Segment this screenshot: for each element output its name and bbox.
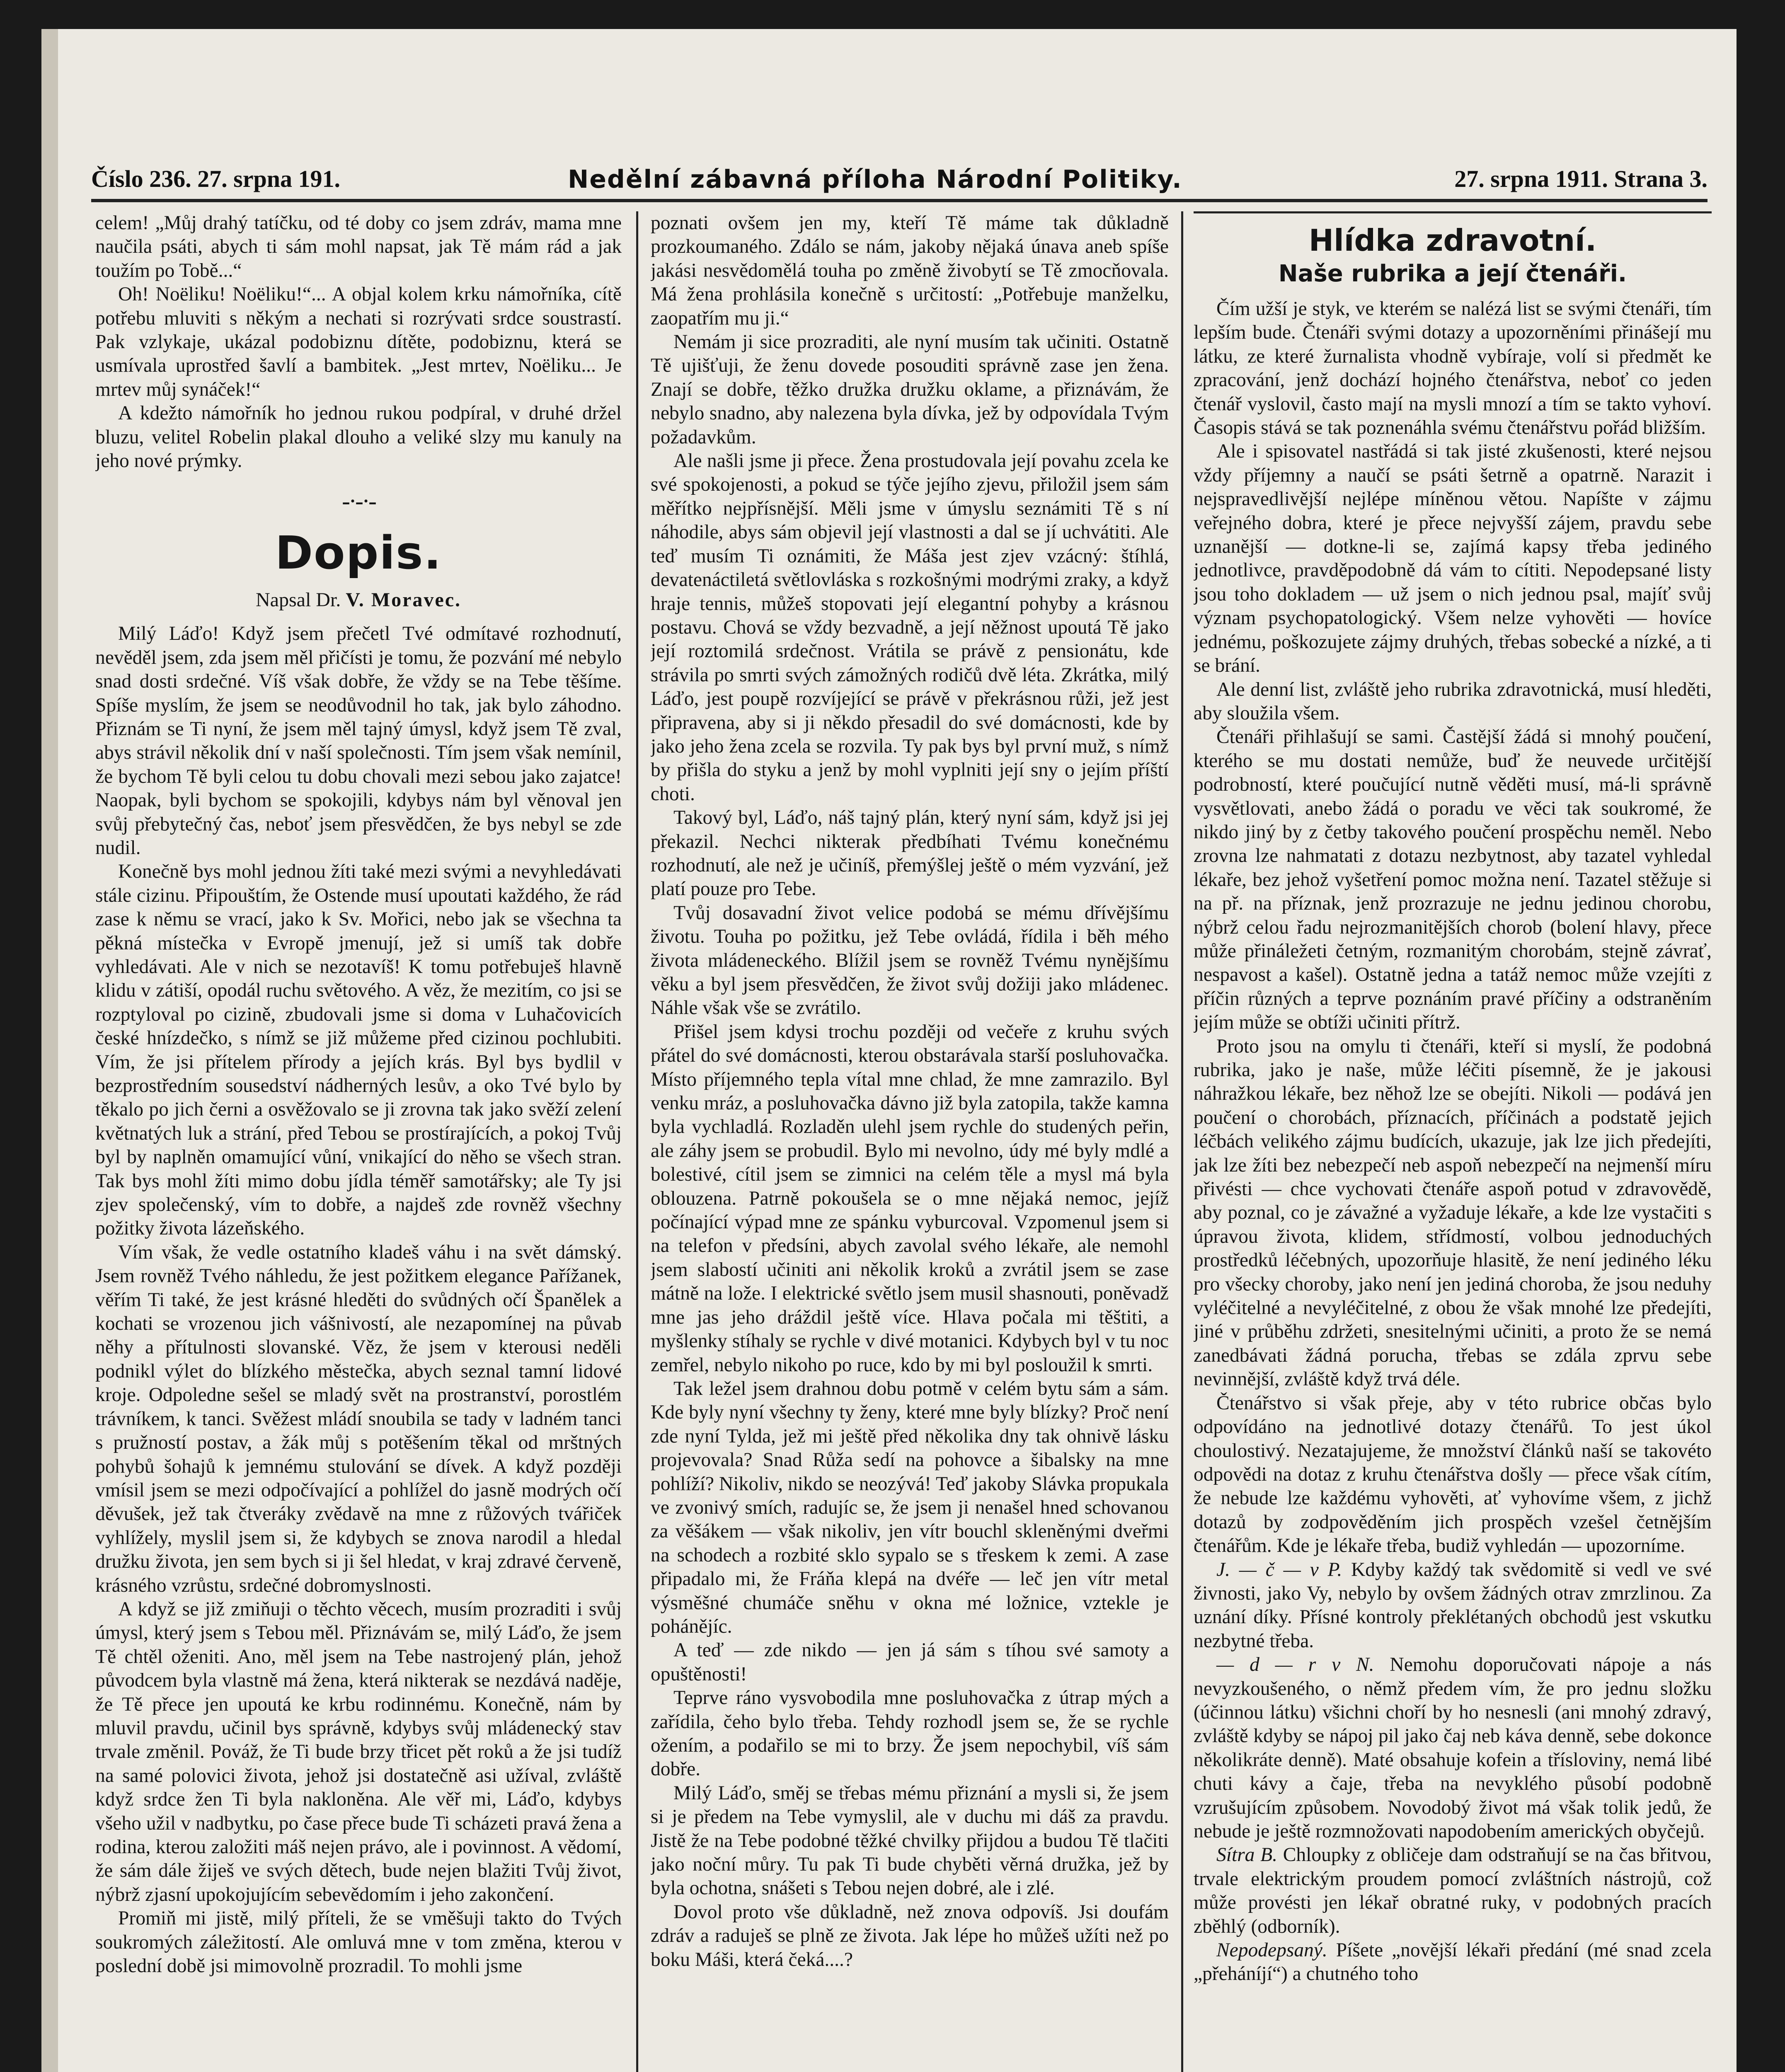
reader-note	[1194, 1939, 1712, 1986]
reader-note-label: Sítra B.	[1216, 1844, 1277, 1866]
page-date-number: 27. srpna 1911. Strana 3.	[1454, 165, 1707, 192]
reader-note-text: Chloupky z obličeje dam odstraňují se na čas břitvou, trvale elektrickým proudem pomocí zvláštních nástrojů, což může provésti jen lékař obratné ruky, v podobných pracích zběhlý (odborník).	[1194, 1844, 1712, 1937]
section-top-rule	[1194, 211, 1712, 213]
story-ending-paragraph: Oh! Noëliku! Noëliku!“... A objal kolem krku námořníka, cítě potřebu mluviti s někým a nechati si rozrývati srdce soustrastí. Pak vzlykaje, ukázal podobiznu dítěte, podobiznu, která se usmívala uprostřed šavlí a bambitek. „Jest mrtev, Noëliku... Je mrtev můj synáček!“	[95, 283, 622, 400]
article-paragraph: Proto jsou na omylu ti čtenáři, kteří si myslí, že podobná rubrika, jako je naše, může léčiti písemně, že je jakousi náhražkou lékaře, bez něhož lze se obejíti. Nikoli — podává jen poučení o chorobách, příznacích, příčinách a podstatě jejich léčbách velikého zájmu budících, ukazuje, jak lze jich předejíti, jak lze žíti bez nebezpečí neb aspoň nebezpečí na nejmenší míru přivésti — chce vychovati čtenáře aspoň potud v zdravovědě, aby poznal, co je závažné a vyžaduje lékaře, a kde lze vystačiti s úpravou života, klidem, střídmostí, volbou jednoduchých prostředků léčebných, upozorňuje hlasitě, že není jediného léku pro všecky choroby, jako není jen jediná choroba, že jsou neduhy vyléčitelné a nevyléčitelné, z obou že však mnohé lze předejíti, jiné v průběhu zdržeti, snesitelnými učiniti, a proto že se nemá zanedbávati žádná porucha, třebas se zdála zprvu sebe nevinnější, zvláště když trvá déle.	[1194, 1035, 1712, 1390]
article-paragraph: Vím však, že vedle ostatního kladeš váhu i na svět dámský. Jsem rovněž Tvého náhledu, že jest požitkem elegance Pařížanek, věřím Ti také, že jest krásné hleděti do svůdných očí Španělek a kochati se vrozenou jich vášnivostí, ale nezapomínej na půvab něhy a přítulnosti slovanské. Věz, že jsem v kterousi neděli podnikl výlet do blízkého městečka, abych seznal tamní lidové kroje. Odpoledne sešel se mladý svět na prostranství, porostlém trávníkem, k tanci. Svěžest mládí snoubila se tady v ladném tanci s pružností postav, a žák můj s potěšením těkal od mrštných pohybů šohajů k jemnému stulování se dívek. A když později vmísil jsem se mezi odpočívající a pohlížel do jasně modrých očí děvušek, jež tak čtveráky zvědavě na mne z růžových tvářiček vyhlížely, myslil jsem si, že kdybych se znova narodil a hledal družku života, jen sem bych si ji šel hledat, v kraj zdravé červeně, krásného vzrůstu, srdečné dobromyslnosti.	[95, 1241, 622, 1596]
article-paragraph: A teď — zde nikdo — jen já sám s tíhou své samoty a opuštěnosti!	[651, 1639, 1169, 1685]
article-paragraph: Nemám ji sice prozraditi, ale nyní musím tak učiniti. Ostatně Tě ujišťuji, že ženu dovede posouditi správně zase jen žena. Znají se dobře, těžko družka družku oklame, a přiznávám, že nebylo snadno, aby nalezena byla dívka, jež by odpovídala Tvým požadavkům.	[651, 331, 1169, 448]
article-paragraph: Ale denní list, zvláště jeho rubrika zdravotnická, musí hleděti, aby sloužila všem.	[1194, 678, 1712, 724]
column-2	[651, 211, 1169, 2072]
reader-note	[1194, 1653, 1712, 1843]
article-paragraph: poznati ovšem jen my, kteří Tě máme tak důkladně prozkoumaného. Zdálo se nám, jakoby nějaká únava aneb spíše jakási nesvědomělá touha po změně živobytí se Tě zmocňovala. Má žena prohlásila konečně s určitostí: „Potřebuje manželku, zaopatřím mu ji.“	[651, 212, 1169, 329]
column-divider	[636, 211, 638, 2072]
reader-note-text: Píšete „novější lékaři předání (mé snad zcela „přeháníjí“) a chutného toho	[1194, 1939, 1712, 1985]
article-paragraph: Konečně bys mohl jednou žíti také mezi svými a nevyhledávati stále cizinu. Připouštím, že Ostende musí upoutati každého, že rád zase k němu se vrací, jako k Sv. Mořici, nebo jak se všechna ta pěkná místečka v Evropě jmenují, jež si umíš tak dobře vyhledávati. Ale v nich se nezotavíš! K tomu potřebuješ hlavně klidu v zátiší, opodál ruchu světového. A věz, že mezitím, co jsi se rozptyloval po cizině, zbudovali jsme si doma v Luhačovicích české hnízdečko, s nímž se již můžeme před cizinou pochlubiti. Vím, že jsi přítelem přírody a jejích krás. Byl bys bydlil v bezprostředním sousedství nádherných lesův, a oko Tvé bylo by těkalo po jich černi a osvěžovalo se ji zrovna tak jako svěží zelení květnatých luk a strání, před Tebou se prostírajících, a pokoj Tvůj byl by naplněn omamující vůní, vnikající do něho se všech stran. Tak bys mohl žíti mimo dobu jídla téměř samotářsky; ale Ty jsi zjev společenský, vím to dobře, a najdeš zde rovněž všechny požitky života lázeňského.	[95, 861, 622, 1239]
article-paragraph: Tvůj dosavadní život velice podobá se mému dřívějšímu životu. Touha po požitku, jež Tebe ovládá, řídila i běh mého života mládeneckého. Blížil jsem se rovněž Tvému nynějšímu věku a byl jsem přesvědčen, že život svůj dožiji jako mládenec. Náhle však vše se zvrátilo.	[651, 902, 1169, 1019]
section-ornament: -·-·-	[342, 487, 375, 515]
article-byline	[95, 588, 622, 612]
reader-note	[1194, 1558, 1712, 1653]
article-paragraph: Takový byl, Láďo, náš tajný plán, který nyní sám, když jsi jej překazil. Nechci nikterak předbíhati Tvému konečnému rozhodnutí, ale než je učiníš, přemýšlej ještě o mém vyzvání, jež platí pouze pro Tebe.	[651, 807, 1169, 900]
section-title: Hlídka zdravotní.	[1308, 223, 1597, 258]
reader-note-label: Nepodepsaný.	[1216, 1939, 1327, 1961]
article-paragraph: Ale našli jsme ji přece. Žena prostudovala její povahu zcela ke své spokojenosti, a pokud se týče jejího zjevu, přiložil jsem sám měřítko nejpřísnější. Měli jsme v úmyslu seznámiti Tě s ní náhodile, abys sám objevil její vlastnosti a dal se jí uchvátiti. Ale teď musím Ti oznámiti, že Máša jest zjev vzácný: štíhlá, devatenáctiletá světlovláska s rozkošnými modrými zraky, a když hraje tennis, můžeš stopovati její elegantní pohyby a krásnou postavu. Chová se vždy bezvadně, a její něžnost upoutá Tě jako její roztomilá srdečnost. Vrátila se právě z pensionátu, kde strávila po smrti svých zámožných rodičů dvě léta. Zkrátka, milý Láďo, jest poupě rozvíjející se právě v překrásnou růži, jež jest připravena, aby si ji někdo přesadil do své domácnosti, kde by jako jeho žena zcela se rozvila. Ty pak bys byl první muž, s nímž by přišla do styku a jenž by mohl vyplniti její sny o jejím příští choti.	[651, 450, 1169, 805]
byline-author: V. Moravec.	[346, 588, 461, 611]
reader-note-label: J. — č — v P.	[1216, 1559, 1342, 1581]
page-header	[91, 153, 1707, 202]
article-paragraph: Milý Láďo! Když jsem přečetl Tvé odmítavé rozhodnutí, nevěděl jsem, zda jsem měl přičísti je tomu, že pozvání mé nebylo snad dosti srdečné. Víš však dobře, že vždy se na Tebe těšíme. Spíše myslím, že jsem se neodůvodnil ho tak, jak bylo záhodno. Přiznám se Ti nyní, že jsem měl tajný úmysl, když jsem Tě zval, abys strávil několik dní v naší společnosti. Tím jsem však nemínil, že bychom Tě byli celou tu dobu chovali mezi sebou jako zajatce! Naopak, byli bychom se spokojili, kdybys nám byl věnoval jen svůj přebytečný čas, neboť jsem přesvědčen, že bys nebyl se zde nudil.	[95, 623, 622, 859]
reader-note-text: Nemohu doporučovati nápoje a nás nevyzkoušeného, o němž předem vím, že pro jednu složku (účinnou látku) všichni choří by ho nesnesli (ani mnohý zdravý, zvláště kdyby se nápoj pil jako čaj neb káva denně, sebe dokonce několikráte denně). Maté obsahuje kofein a třísloviny, nemá libé chuti kávy a čaje, třeba na nevyklého působí podobně vzrušujícím způsobem. Novodobý život má však tolik jedů, že nebude je ještě rozmnožovati napodobením amerických obyčejů.	[1194, 1654, 1712, 1842]
article-paragraph: A když se již zmiňuji o těchto věcech, musím prozraditi i svůj úmysl, který jsem s Tebou měl. Přiznávám se, milý Láďo, že jsem Tě chtěl oženiti. Ano, měl jsem na Tebe nastrojený plán, jehož původcem byla vlastně má žena, která nikterak se nezdává naděje, že Tě přece jen upoutá ke krbu rodinnému. Konečně, nám by mluvil pravdu, učinil bys správně, kdybys svůj mládenecký stav trvale změnil. Pováž, že Ti bude brzy třicet pět roků a že jsi tudíž na samé polovici života, jehož jsi dostatečně asi užíval, zvláště když srdce žen Ti byla nakloněna. Ale věř mi, Láďo, kdybys všeho užil v nadbytku, po čase přece bude Ti scházeti pravá žena a rodina, kterou založiti máš nejen právo, ale i povinnost. A vědomí, že sám dále žiješ ve svých dětech, bude nejen blažiti Tvůj život, nýbrž zjasní upokojujícím sebevědomím i jeho zakončení.	[95, 1598, 622, 1905]
story-ending-paragraph: A kdežto námořník ho jednou rukou podpíral, v druhé držel bluzu, velitel Robelin plakal dlouho a veliké slzy mu kanuly na jeho nové prýmky.	[95, 402, 622, 472]
article-paragraph: Čím užší je styk, ve kterém se nalézá list se svými čtenáři, tím lepším bude. Čtenáři svými dotazy a upozorněními přinášejí mu látku, ze které žurnalista vhodně vybíraje, volí si předmět ke zpracování, jenž dochází hojného čtenářstva, neboť co jeden čtenář vyslovil, často mají na mysli mnozí a tím se takto vyhoví. Časopis stává se tak poznenáhla svému čtenářstvu pořád bližším.	[1194, 298, 1712, 439]
column-3	[1194, 211, 1712, 2072]
reader-note	[1194, 1843, 1712, 1939]
article-paragraph: Přišel jsem kdysi trochu později od večeře z kruhu svých přátel do své domácnosti, kterou obstarávala starší posluhovačka. Místo příjemného tepla vítal mne chlad, že mne zamrazilo. Byl venku mráz, a posluhovačka dávno již byla zatopila, takže kamna byla vychladlá. Rozladěn ulehl jsem rychle do studených peřin, ale záhy jsem se probudil. Bylo mi nevolno, údy mé byly mdlé a bolestivé, cítil jsem se zimnici na celém těle a mysl má byla oblouzena. Patrně pokoušela se o mne nějaká nemoc, jejíž počínající výpad mne ze spánku vyburcoval. Vzpomenul jsem si na telefon v předsíni, abych zavolal svého lékaře, ale nemohl jsem slabostí učiniti ani několik kroků a zvrátil jsem se zase mátně na lože. I elektrické světlo jsem musil shasnouti, poněvadž mne jas jeho dráždil ještě více. Hlava počala mi těštiti, a myšlenky stíhaly se rychle v divé motanici. Kdybych byl v tu noc zemřel, nebylo nikoho po ruce, kdo by mi byl posloužil k smrti.	[651, 1021, 1169, 1376]
page-binding-edge	[41, 29, 58, 2072]
reader-note-text: Kdyby každý tak svědomitě si vedl ve své živnosti, jako Vy, nebylo by ovšem žádných otrav zmrzlinou. Za uznání díky. Přísné kontroly překlétaných obchodů jest vskutku nezbytné třeba.	[1194, 1559, 1712, 1652]
article-paragraph: Dovol proto vše důkladně, než znova odpovíš. Jsi doufám zdráv a raduješ se plně ze života. Jak lépe ho můžeš užíti než po boku Máši, která čeká....?	[651, 1901, 1169, 1970]
byline-prefix: Napsal Dr.	[256, 588, 341, 611]
article-paragraph: Čtenáři přihlašují se sami. Častější žádá si mnohý poučení, kterého se mu dostati nemůže, buď že neuvede určitější podrobností, které poučující nutně věděti musí, má-li správně vysvětlovati, anebo žádá o poradu ve věci tak soukromé, že nikdo jiný by z četby takového poučení prospěchu neměl. Nebo zrovna lze nahmatati z dotazu nezbytnost, aby tazatel vyhledal lékaře, bez jehož vyšetření pomoc možna není. Tazatel stěžuje si na př. na příznak, jenž prozrazuje ne jednu jedinou chorobu, nýbrž celou řadu nejrozmanitějších chorob (bolení hlavy, přece může přináležeti četným, rozmanitým chorobám, stejně závrať, nespavost a kašel). Ostatně jedna a tatáž nemoc může vzejíti z příčin různých a teprve poznáním pravé příčiny a odstraněním jejím může se obtíži učiniti přítrž.	[1194, 726, 1712, 1034]
article-paragraph: Tak ležel jsem drahnou dobu potmě v celém bytu sám a sám. Kde byly nyní všechny ty ženy, které mne byly blízky? Proč není zde nyní Tylda, jež mi ještě před několika dny tak ohnivě lásku projevovala? Snad Růža sedí na pohovce a šibalsky na mne pohlíží? Nikoliv, nikdo se neozývá! Teď jakoby Slávka propukala ve zvonivý smích, radujíc se, že jsem ji nenašel hned schovanou za věšákem — však nikoliv, jen vítr bouchl skleněnými dveřmi na schodech a rozbité sklo sypalo se s třeskem k zemi. A zase připadalo mi, že Fráňa klepá na dvéře — leč jen vítr metal výsměšné chumáče sněhu v okna mé ložnice, vztekle je pohánějíc.	[651, 1377, 1169, 1637]
article-paragraph: Promiň mi jistě, milý příteli, že se vměšuji takto do Tvých soukromých záležitostí. Ale omluvá mne v tom změna, kterou v poslední době jsi mimovolně prozradil. To mohli jsme	[95, 1907, 622, 1977]
article-paragraph: Čtenářstvo si však přeje, aby v této rubrice občas bylo odpovídáno na jednotlivé dotazy čtenářů. To jest úkol choulostivý. Nezatajujeme, že množství článků naší se takovéto odpovědi na dotaz z kruhu čtenářstva došly — přece však cítím, že nebude lze každému vyhověti, ať vyhovíme všem, z jichž dotazů by zodpověděním jich prospěch vzešel četnějším čtenářům. Kde je lékaře třeba, budiž vyhledán — upozorníme.	[1194, 1392, 1712, 1557]
article-paragraph: Milý Láďo, směj se třebas mému přiznání a mysli si, že jsem si je předem na Tebe vymyslil, ale v duchu mi dáš za pravdu. Jistě že na Tebe podobné těžké chvilky přijdou a budou Tě tlačiti jako noční můry. Tu pak Ti bude chyběti věrná družka, jež by byla ochotna, snášeti s Tebou nejen dobré, ale i zlé.	[651, 1782, 1169, 1899]
section-subtitle: Naše rubrika a její čtenáři.	[1278, 260, 1627, 287]
column-divider	[1181, 211, 1183, 2072]
article-title: Dopis.	[275, 526, 442, 579]
publication-title: Nedělní zábavná příloha Národní Politiky.	[568, 165, 1182, 194]
story-ending-paragraph: celem! „Můj drahý tatíčku, od té doby co jsem zdráv, mama mne naučila psáti, abych ti sám mohl napsat, jak Tě mám rád a jak toužím po Tobě...“	[95, 212, 622, 281]
issue-number: Číslo 236. 27. srpna 191.	[91, 165, 341, 192]
article-paragraph: Teprve ráno vysvobodila mne posluhovačka z útrap mých a zařídila, čeho bylo třeba. Tehdy rozhodl jsem se, že se rychle ožením, a podařilo se mi to brzy. Že jsem nepochybil, víš sám dobře.	[651, 1687, 1169, 1780]
article-paragraph: Ale i spisovatel nastřádá si tak jisté zkušenosti, které nejsou vždy příjemny a naučí se psáti šetrně a opatrně. Narazit i nejspravedlivější nejlépe míněnou větou. Napíšte v zájmu veřejného dobra, které je přece nejvyšší zájem, pravdu sebe uznanější — dotkne-li se, zajímá kapsy třeba jediného jednotlivce, pravděpodobně dá vám to cítiti. Nepodepsané listy jsou toho dokladem — už jsem o nich jednou psal, majíť svůj význam psychopatologický. Všem nelze vyhověti — hovíce jednému, poškozujete zájmy druhých, třebas sobecké a nízké, a ti se brání.	[1194, 441, 1712, 677]
column-1	[95, 211, 622, 2072]
reader-note-label: — d — r v N.	[1216, 1654, 1374, 1676]
newspaper-page	[41, 29, 1737, 2072]
